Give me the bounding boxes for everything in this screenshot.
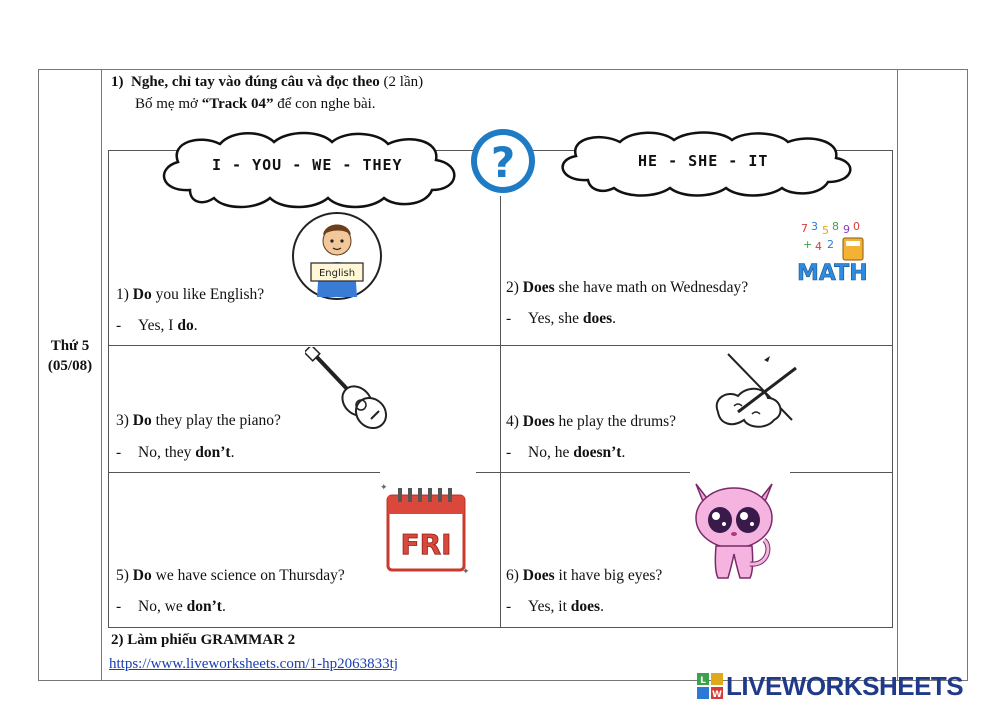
day-date: (05/08)	[47, 358, 93, 374]
answer-dash: -	[116, 317, 122, 334]
math-word: MATH	[797, 261, 868, 284]
answer-dash: -	[116, 444, 122, 461]
svg-text:0: 0	[853, 220, 860, 233]
instruction-prefix: Bố mẹ mở	[135, 96, 198, 112]
liveworksheets-logo	[697, 670, 963, 702]
svg-text:3: 3	[811, 220, 818, 233]
answer-text: No, they	[138, 444, 192, 461]
grid-center-divider	[500, 196, 501, 628]
answer-verb: don’t	[195, 444, 231, 461]
track-name: “Track 04”	[201, 96, 274, 112]
svg-text:5: 5	[822, 224, 829, 237]
answer-verb: doesn’t	[573, 444, 622, 461]
guitar-icon	[305, 347, 389, 429]
question-text: you like English?	[155, 286, 265, 303]
logo-letter-l: L	[700, 676, 706, 686]
answer-verb: does	[570, 598, 601, 615]
question-auxiliary: Does	[522, 567, 555, 584]
day-column-divider	[101, 69, 102, 681]
question-auxiliary: Do	[132, 286, 152, 303]
answer-verb: don’t	[186, 598, 222, 615]
question-5	[116, 567, 345, 585]
question-6	[506, 567, 662, 585]
question-number: 1)	[116, 286, 129, 303]
task1-title: Nghe, chỉ tay vào đúng câu và đọc theo	[131, 74, 380, 90]
svg-text:✦: ✦	[380, 483, 388, 493]
liveworksheets-logo-icon	[697, 673, 723, 699]
math-numbers-icon	[795, 218, 873, 284]
task1-instruction	[135, 96, 376, 113]
answer-dash: -	[116, 598, 122, 615]
answer-period: .	[612, 310, 617, 327]
answer-3	[116, 444, 234, 462]
right-column-divider	[897, 69, 898, 681]
question-text: we have science on Thursday?	[155, 567, 345, 584]
instruction-suffix: để con nghe bài.	[277, 96, 376, 112]
question-auxiliary: Does	[522, 413, 555, 430]
answer-2	[506, 310, 616, 328]
cloud-right-text: HE - SHE - IT	[638, 152, 769, 170]
svg-text:2: 2	[827, 238, 834, 251]
svg-text:7: 7	[801, 222, 808, 235]
english-sign-text: English	[318, 268, 356, 279]
svg-text:✦: ✦	[462, 567, 470, 577]
answer-text: No, he	[528, 444, 570, 461]
boy-english-sign-icon	[291, 211, 383, 301]
answer-dash: -	[506, 598, 512, 615]
question-text: they play the piano?	[155, 412, 281, 429]
question-number: 2)	[506, 279, 519, 296]
question-auxiliary: Does	[522, 279, 555, 296]
question-auxiliary: Do	[132, 567, 152, 584]
worksheet-link[interactable]: https://www.liveworksheets.com/1-hp2063833tj	[109, 656, 398, 672]
grid-gap-left	[380, 468, 476, 478]
answer-text: Yes, it	[528, 598, 567, 615]
answer-verb: does	[582, 310, 613, 327]
question-text: he play the drums?	[558, 413, 677, 430]
answer-period: .	[221, 598, 226, 615]
question-text: it have big eyes?	[558, 567, 663, 584]
answer-dash: -	[506, 310, 512, 327]
question-2	[506, 279, 748, 297]
task1-number: 1)	[111, 74, 124, 90]
task1-note: (2 lần)	[383, 74, 424, 90]
day-name: Thứ 5	[50, 338, 90, 354]
question-number: 5)	[116, 567, 129, 584]
liveworksheets-logo-text: LIVEWORKSHEETS	[726, 670, 964, 701]
cloud-left-text: I - YOU - WE - THEY	[212, 156, 403, 174]
question-mark-glyph: ?	[490, 138, 516, 187]
answer-text: Yes, she	[528, 310, 579, 327]
svg-text:9: 9	[843, 223, 850, 236]
answer-period: .	[600, 598, 604, 615]
svg-text:4: 4	[815, 240, 822, 253]
violin-icon	[708, 350, 804, 430]
question-text: she have math on Wednesday?	[558, 279, 749, 296]
svg-text:+: +	[803, 238, 813, 251]
calendar-day-text: FRI	[400, 528, 452, 561]
question-number: 6)	[506, 567, 519, 584]
question-number: 3)	[116, 412, 129, 429]
answer-dash: -	[506, 444, 512, 461]
answer-1	[116, 317, 198, 335]
question-auxiliary: Do	[132, 412, 152, 429]
svg-text:8: 8	[832, 220, 839, 233]
question-1	[116, 286, 264, 304]
day-label	[40, 336, 100, 376]
answer-text: Yes, I	[138, 317, 174, 334]
task2-heading: 2) Làm phiếu GRAMMAR 2	[111, 632, 296, 648]
question-3	[116, 412, 281, 430]
answer-period: .	[621, 444, 626, 461]
task1-heading	[111, 72, 423, 92]
question-4	[506, 413, 676, 431]
answer-verb: do	[177, 317, 194, 334]
answer-5	[116, 598, 226, 616]
answer-6	[506, 598, 604, 616]
answer-text: No, we	[138, 598, 183, 615]
question-number: 4)	[506, 413, 519, 430]
answer-period: .	[193, 317, 198, 334]
question-mark-icon	[469, 127, 537, 195]
answer-4	[506, 444, 625, 462]
calendar-fri-icon	[378, 478, 474, 578]
answer-period: .	[230, 444, 235, 461]
pink-cat-icon	[688, 474, 780, 586]
logo-letter-w: W	[712, 690, 722, 699]
grid-row-divider-1	[108, 345, 893, 346]
